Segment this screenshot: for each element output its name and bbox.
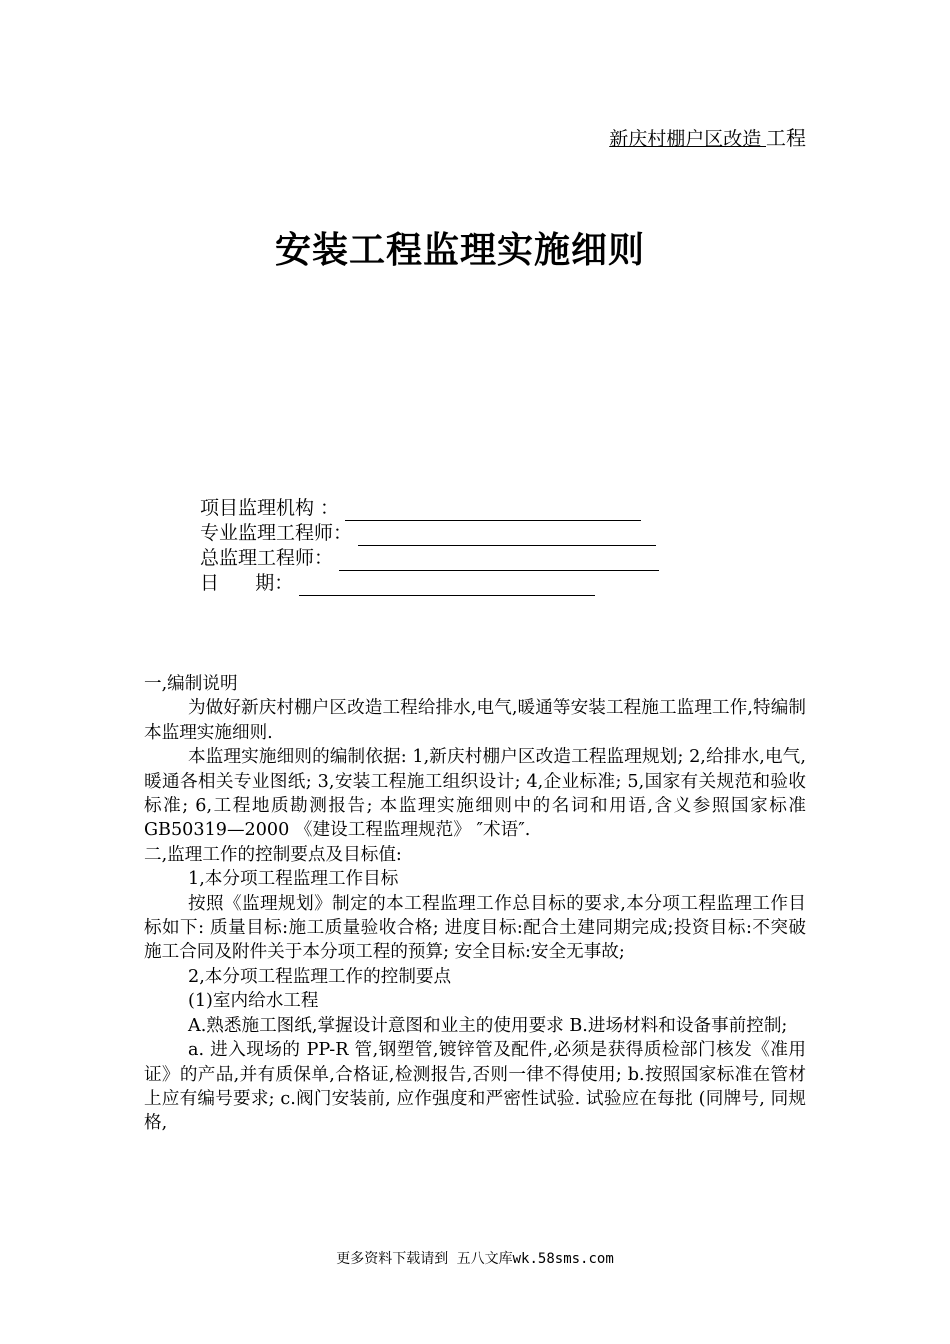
paragraph: a. 进入现场的 PP-R 管,钢塑管,镀锌管及配件,必须是获得质检部门核发《准用证》的产品,并有质保单,合格证,检测报告,否则一律不得使用; b.按照国家标准在管材上应有编号要求; c.阀门安装前, 应作强度和严密性试验. 试验应在每批 (同牌号, 同规格,: [144, 1040, 806, 1134]
document-body: [144, 672, 806, 1136]
project-name-header: [609, 122, 806, 151]
section-heading: 二,监理工作的控制要点及目标值:: [144, 844, 402, 865]
signature-row-date: [200, 571, 659, 596]
document-title: 安装工程监理实施细则: [274, 230, 645, 271]
subsection-heading: 2,本分项工程监理工作的控制要点: [188, 966, 452, 987]
subsection-heading: (1)室内给水工程: [188, 991, 319, 1012]
signature-label: 项目监理机构 ：: [200, 497, 340, 519]
signature-row-organization: [200, 496, 659, 521]
paragraph: 按照《监理规划》制定的本工程监理工作总目标的要求,本分项工程监理工作目标如下: 质量目标:施工质量验收合格; 进度目标:配合土建同期完成;投资目标:不突破施工合同及附件关于本分项工程的预算; 安全目标:安全无事故;: [144, 893, 806, 963]
signature-label: 总监理工程师：: [200, 547, 334, 569]
signature-line: [345, 500, 641, 521]
signature-line: [358, 525, 656, 546]
subsection-heading: 1,本分项工程监理工作目标: [188, 869, 399, 890]
signature-row-engineer: [200, 521, 659, 546]
paragraph: 本监理实施细则的编制依据: 1,新庆村棚户区改造工程监理规划; 2,给排水,电气,暖通各相关专业图纸; 3,安装工程施工组织设计; 4,企业标准; 5,国家有关规范和验收标准; 6,工程地质勘测报告; 本监理实施细则中的名词和用语,含义参照国家标准 GB50319—2000 《建设工程监理规范》 ″术语″.: [144, 747, 806, 841]
paragraph: 为做好新庆村棚户区改造工程给排水,电气,暖通等安装工程施工监理工作,特编制本监理实施细则.: [144, 698, 806, 743]
footer-link-text: 更多资料下载请到 五八文库wk.58sms.com: [336, 1251, 614, 1267]
project-name: 新庆村棚户区改造: [609, 129, 766, 150]
signature-line: [339, 550, 659, 571]
signature-row-chief: [200, 546, 659, 571]
project-suffix: 工程: [766, 126, 806, 150]
signature-label: 专业监理工程师：: [200, 522, 353, 544]
section-heading: 一,编制说明: [144, 674, 238, 694]
signature-block: [200, 496, 659, 596]
paragraph: A.熟悉施工图纸,掌握设计意图和业主的使用要求 B.进场材料和设备事前控制;: [188, 1015, 788, 1036]
signature-label: 日 期：: [200, 572, 294, 594]
signature-line: [299, 575, 595, 596]
